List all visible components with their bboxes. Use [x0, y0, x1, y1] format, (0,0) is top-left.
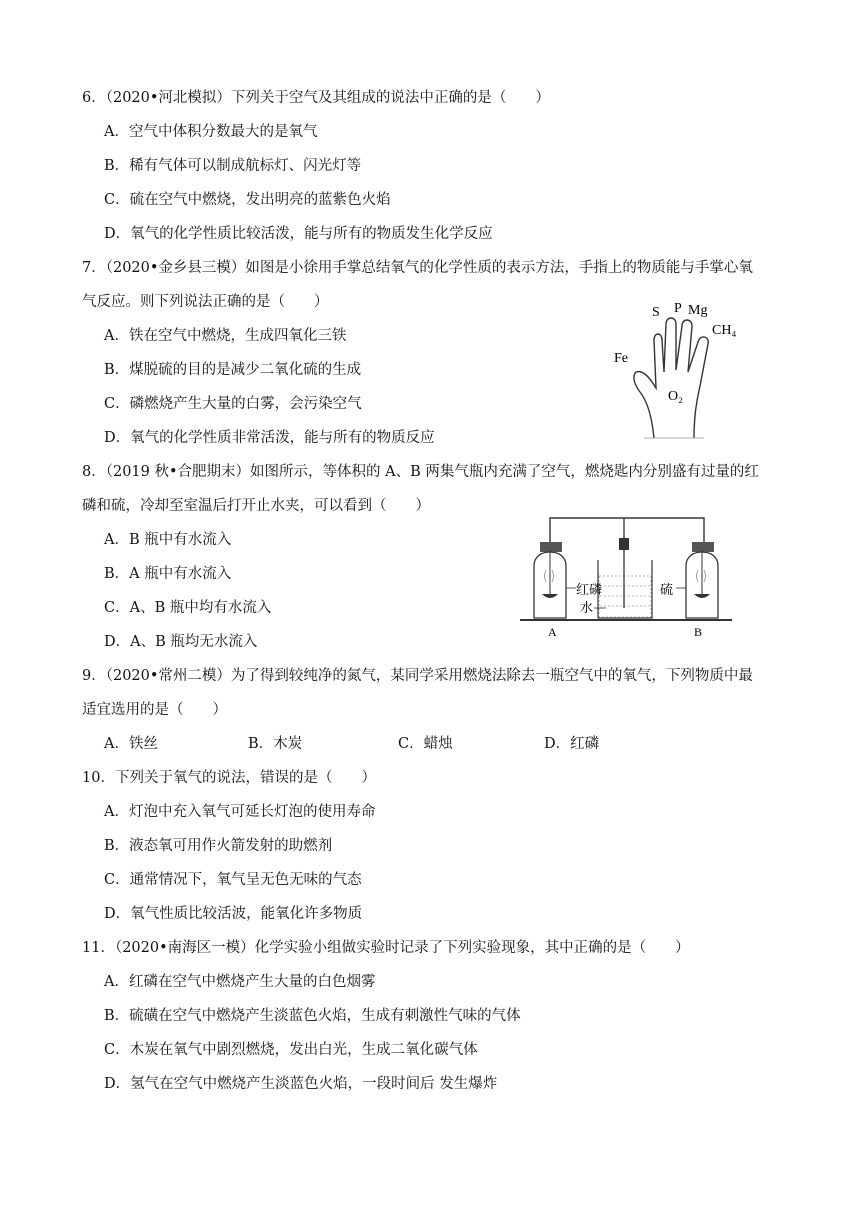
question-10-option-c: C．通常情况下，氧气呈无色无味的气态 [104, 872, 362, 888]
question-6-option-c: C．硫在空气中燃烧，发出明亮的蓝紫色火焰 [104, 192, 391, 208]
question-7-option-d: D．氧气的化学性质非常活泼，能与所有的物质反应 [104, 430, 435, 446]
question-11-option-a: A．红磷在空气中燃烧产生大量的白色烟雾 [104, 974, 376, 990]
question-7-stem: 7．（2020•金乡县三模）如图是小徐用手掌总结氧气的化学性质的表示方法，手指上的物质能与手掌心氧 [82, 260, 753, 276]
apparatus-label-water: 水 [580, 600, 594, 615]
question-11-option-d: D．氢气在空气中燃烧产生淡蓝色火焰，一段时间后 发生爆炸 [104, 1076, 498, 1092]
question-6-stem: 6．（2020•河北模拟）下列关于空气及其组成的说法中正确的是（ ） [82, 90, 550, 106]
question-6-option-b: B．稀有气体可以制成航标灯、闪光灯等 [104, 158, 362, 174]
question-8-option-b: B．A 瓶中有水流入 [104, 566, 232, 582]
question-11-stem: 11．（2020•南海区一模）化学实验小组做实验时记录了下列实验现象，其中正确的是（ ） [82, 940, 690, 956]
question-7-option-c: C．磷燃烧产生大量的白雾，会污染空气 [104, 396, 362, 412]
oxygen-hand-figure [604, 290, 754, 442]
hand-label-ch4: CH₄ [712, 323, 737, 338]
question-8-option-c: C．A、B 瓶中均有水流入 [104, 600, 272, 616]
question-8-stem: 8．（2019 秋•合肥期末）如图所示，等体积的 A、B 两集气瓶内充满了空气，燃烧匙内分别盛有过量的红 [82, 464, 759, 480]
hand-label-o2: O₂ [668, 389, 683, 404]
question-10-stem: 10．下列关于氧气的说法，错误的是（ ） [82, 770, 376, 786]
question-6-option-d: D．氧气的化学性质比较活泼，能与所有的物质发生化学反应 [104, 226, 493, 242]
question-9-option-d: D．红磷 [544, 736, 600, 752]
question-9-option-b: B．木炭 [248, 736, 303, 752]
hand-label-s: S [652, 305, 660, 320]
question-10-option-d: D．氧气性质比较活波，能氧化许多物质 [104, 906, 363, 922]
question-9-option-c: C．蜡烛 [398, 736, 453, 752]
question-9-option-a: A．铁丝 [104, 736, 158, 752]
apparatus-label-a: A [548, 625, 557, 639]
question-6-option-a: A．空气中体积分数最大的是氧气 [104, 124, 318, 140]
question-7-stem-continued: 气反应。则下列说法正确的是（ ） [82, 294, 329, 310]
question-10-option-b: B．液态氧可用作火箭发射的助燃剂 [104, 838, 333, 854]
question-9-stem-continued: 适宜选用的是（ ） [82, 702, 227, 718]
hand-label-fe: Fe [614, 351, 628, 366]
apparatus-label-sulfur: 硫 [660, 582, 674, 597]
question-8-stem-continued: 磷和硫，冷却至室温后打开止水夹，可以看到（ ） [82, 498, 430, 514]
question-10-option-a: A．灯泡中充入氧气可延长灯泡的使用寿命 [104, 804, 376, 820]
question-8-option-a: A．B 瓶中有水流入 [104, 532, 232, 548]
question-7-option-b: B．煤脱硫的目的是减少二氧化硫的生成 [104, 362, 362, 378]
question-11-option-c: C．木炭在氧气中剧烈燃烧，发出白光，生成二氧化碳气体 [104, 1042, 478, 1058]
apparatus-label-red-phosphorus: 红磷 [576, 582, 603, 597]
apparatus-label-b: B [694, 625, 703, 639]
question-8-option-d: D．A、B 瓶均无水流入 [104, 634, 258, 650]
hand-label-mg: Mg [688, 303, 708, 318]
gas-bottles-apparatus-figure [520, 508, 732, 642]
hand-label-p: P [674, 301, 682, 316]
question-9-stem: 9．（2020•常州二模）为了得到较纯净的氮气，某同学采用燃烧法除去一瓶空气中的氧气，下列物质中最 [82, 668, 753, 684]
question-11-option-b: B．硫磺在空气中燃烧产生淡蓝色火焰，生成有刺激性气味的气体 [104, 1008, 521, 1024]
question-7-option-a: A．铁在空气中燃烧，生成四氧化三铁 [104, 328, 347, 344]
